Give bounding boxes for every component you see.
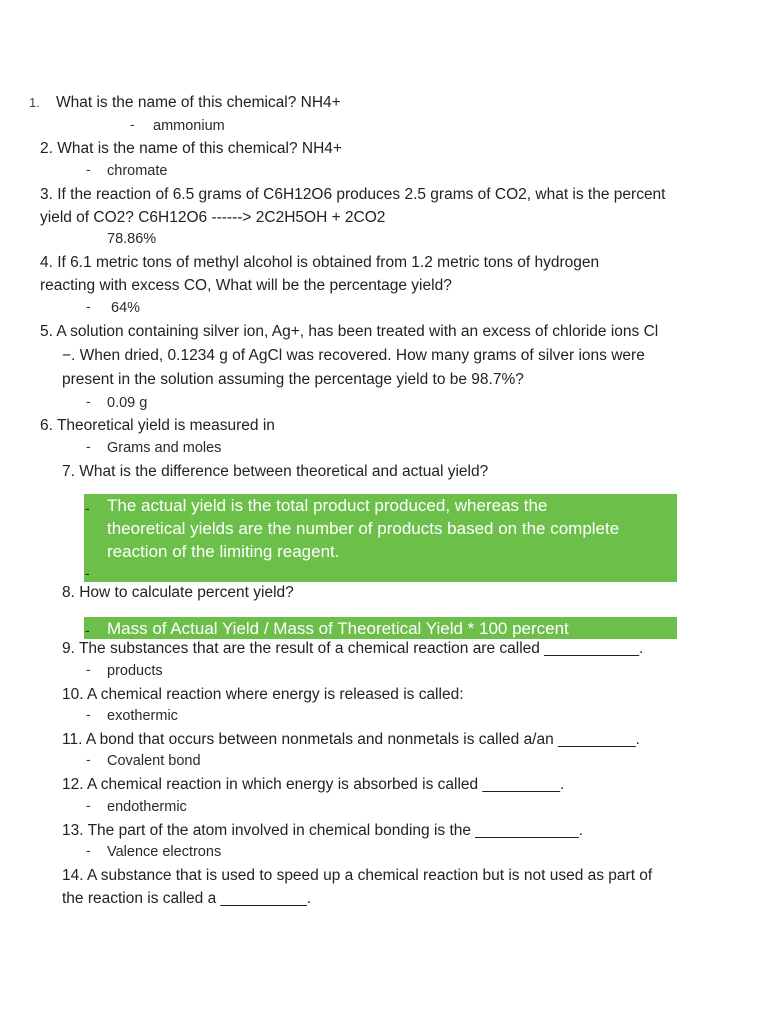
q13-dash: - xyxy=(86,842,91,858)
q5-dash: - xyxy=(86,393,91,409)
q8-answer-highlight xyxy=(84,617,677,639)
q5-question-line3: present in the solution assuming the percentage yield to be 98.7%? xyxy=(62,371,524,388)
q10-dash: - xyxy=(86,706,91,722)
q11-answer: Covalent bond xyxy=(107,753,201,769)
q3-question-line1: 3. If the reaction of 6.5 grams of C6H12O6 produces 2.5 grams of CO2, what is the percent xyxy=(40,186,666,203)
q6-dash: - xyxy=(86,438,91,454)
q11-question: 11. A bond that occurs between nonmetals and nonmetals is called a/an _________. xyxy=(62,731,640,748)
q13-answer: Valence electrons xyxy=(107,844,222,860)
q1-number: 1. xyxy=(29,95,40,110)
q9-answer: products xyxy=(107,663,163,679)
q11-dash: - xyxy=(86,751,91,767)
q4-question-line1: 4. If 6.1 metric tons of methyl alcohol is obtained from 1.2 metric tons of hydrogen xyxy=(40,254,600,271)
q8-answer: Mass of Actual Yield / Mass of Theoretical Yield * 100 percent xyxy=(107,619,569,638)
q3-answer: 78.86% xyxy=(107,231,157,247)
q10-answer: exothermic xyxy=(107,708,178,724)
q12-question: 12. A chemical reaction in which energy is absorbed is called _________. xyxy=(62,776,565,793)
q12-dash: - xyxy=(86,797,91,813)
q5-question-line1: 5. A solution containing silver ion, Ag+, has been treated with an excess of chloride ions Cl xyxy=(40,323,659,340)
q7-dash-empty: - xyxy=(85,565,90,581)
q7-question: 7. What is the difference between theoretical and actual yield? xyxy=(62,463,489,480)
q5-answer: 0.09 g xyxy=(107,395,148,411)
q9-dash: - xyxy=(86,661,91,677)
q1-question: What is the name of this chemical? NH4+ xyxy=(56,94,341,111)
q7-answer-line1: The actual yield is the total product produced, whereas the xyxy=(107,496,548,515)
q4-dash: - xyxy=(86,298,91,314)
q5-question-line2: −. When dried, 0.1234 g of AgCl was recovered. How many grams of silver ions were xyxy=(62,347,645,364)
q2-answer: chromate xyxy=(107,163,168,179)
q2-question: 2. What is the name of this chemical? NH4+ xyxy=(40,140,342,157)
q8-dash: - xyxy=(85,622,90,638)
q1-answer: ammonium xyxy=(153,118,225,134)
q3-question-line2: yield of CO2? C6H12O6 ------> 2C2H5OH + 2CO2 xyxy=(40,209,386,226)
q9-question: 9. The substances that are the result of a chemical reaction are called ___________. xyxy=(62,640,644,657)
q6-question: 6. Theoretical yield is measured in xyxy=(40,417,275,434)
q7-answer-highlight xyxy=(84,494,677,582)
q13-question: 13. The part of the atom involved in chemical bonding is the ____________. xyxy=(62,822,584,839)
q7-dash: - xyxy=(85,500,90,516)
q14-question-line1: 14. A substance that is used to speed up a chemical reaction but is not used as part of xyxy=(62,867,653,884)
q7-answer-line2: theoretical yields are the number of products based on the complete xyxy=(107,519,620,538)
q2-dash: - xyxy=(86,161,91,177)
q7-answer-line3: reaction of the limiting reagent. xyxy=(107,542,340,561)
q14-question-line2: the reaction is called a __________. xyxy=(62,890,312,907)
q4-question-line2: reacting with excess CO, What will be the percentage yield? xyxy=(40,277,452,294)
q8-question: 8. How to calculate percent yield? xyxy=(62,584,294,601)
q6-answer: Grams and moles xyxy=(107,440,222,456)
q4-answer: 64% xyxy=(111,300,141,316)
q1-dash: - xyxy=(130,116,135,132)
q10-question: 10. A chemical reaction where energy is released is called: xyxy=(62,686,464,703)
q12-answer: endothermic xyxy=(107,799,187,815)
